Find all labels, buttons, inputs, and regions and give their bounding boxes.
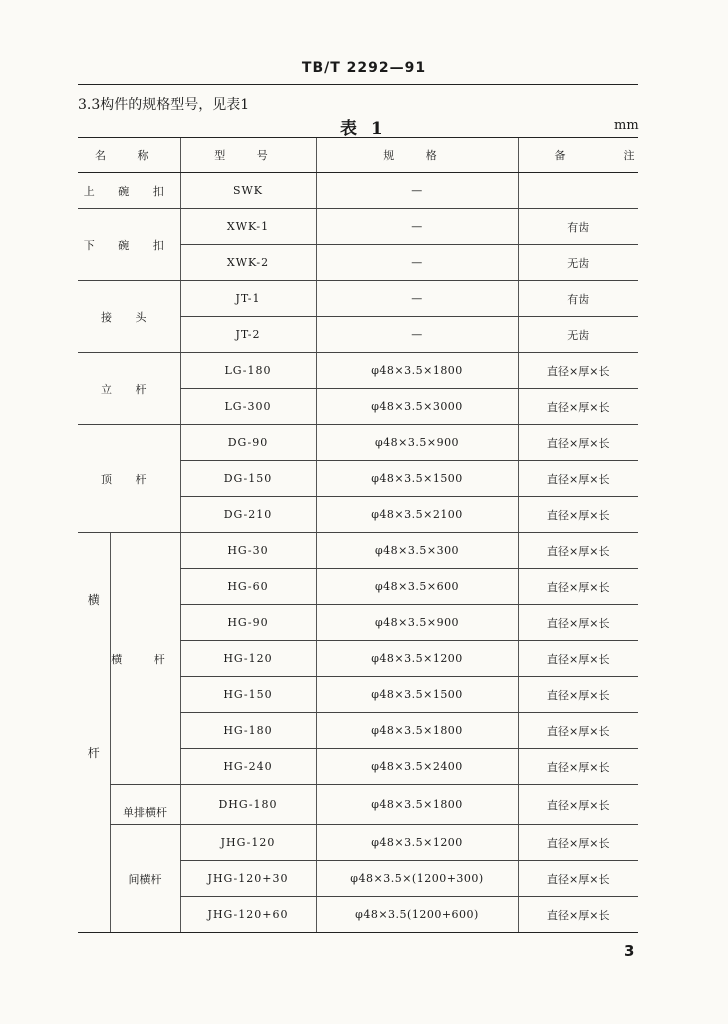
table-row bbox=[78, 353, 638, 389]
note-cell: 直径×厚×长 bbox=[518, 825, 638, 861]
spec-cell: φ48×3.5×3000 bbox=[316, 389, 518, 425]
group-top-rod: 顶 杆 bbox=[78, 425, 180, 533]
spec-cell: φ48×3.5×1500 bbox=[316, 461, 518, 497]
col-header-note bbox=[518, 138, 638, 173]
table-row bbox=[78, 785, 638, 825]
note-cell: 直径×厚×长 bbox=[518, 389, 638, 425]
note-cell: 直径×厚×长 bbox=[518, 861, 638, 897]
type-cell: XWK-1 bbox=[180, 209, 316, 245]
type-cell: JHG-120+60 bbox=[180, 897, 316, 933]
spec-cell: φ48×3.5×300 bbox=[316, 533, 518, 569]
spec-cell: — bbox=[316, 209, 518, 245]
type-cell: DG-90 bbox=[180, 425, 316, 461]
type-cell: JHG-120 bbox=[180, 825, 316, 861]
spec-cell: φ48×3.5×(1200+300) bbox=[316, 861, 518, 897]
type-cell: HG-60 bbox=[180, 569, 316, 605]
note-cell: 直径×厚×长 bbox=[518, 897, 638, 933]
type-cell: SWK bbox=[180, 173, 316, 209]
note-cell: 直径×厚×长 bbox=[518, 569, 638, 605]
group-joint: 接 头 bbox=[78, 281, 180, 353]
spec-cell: φ48×3.5×900 bbox=[316, 605, 518, 641]
spec-cell: φ48×3.5×1200 bbox=[316, 641, 518, 677]
table-header-row bbox=[78, 138, 638, 173]
note-cell: 直径×厚×长 bbox=[518, 353, 638, 389]
type-cell: DG-150 bbox=[180, 461, 316, 497]
spec-cell: — bbox=[316, 173, 518, 209]
spec-cell: φ48×3.5×1200 bbox=[316, 825, 518, 861]
table-row bbox=[78, 209, 638, 245]
unit-label: mm bbox=[614, 118, 639, 133]
table-row bbox=[78, 173, 638, 209]
col-header-note-b: 注 bbox=[623, 149, 635, 162]
spec-cell: φ48×3.5×2100 bbox=[316, 497, 518, 533]
type-cell: XWK-2 bbox=[180, 245, 316, 281]
type-cell: JT-1 bbox=[180, 281, 316, 317]
type-cell: DG-210 bbox=[180, 497, 316, 533]
type-cell: HG-240 bbox=[180, 749, 316, 785]
header-rule bbox=[78, 84, 638, 85]
table-row bbox=[78, 533, 638, 569]
type-cell: JHG-120+30 bbox=[180, 861, 316, 897]
type-cell: HG-180 bbox=[180, 713, 316, 749]
type-cell: JT-2 bbox=[180, 317, 316, 353]
type-cell: DHG-180 bbox=[180, 785, 316, 825]
group-hg: 横 杆 bbox=[110, 533, 180, 785]
component-spec-table bbox=[78, 137, 638, 933]
col-header-spec: 规 格 bbox=[316, 138, 518, 173]
col-header-note-a: 备 bbox=[554, 149, 566, 162]
col-header-name: 名 称 bbox=[78, 138, 180, 173]
table-row bbox=[78, 425, 638, 461]
standard-header: TB/T 2292—91 bbox=[301, 60, 427, 76]
note-cell: 有齿 bbox=[518, 281, 638, 317]
note-cell: 直径×厚×长 bbox=[518, 713, 638, 749]
spec-cell: φ48×3.5×2400 bbox=[316, 749, 518, 785]
col-header-type: 型 号 bbox=[180, 138, 316, 173]
spec-cell: — bbox=[316, 281, 518, 317]
group-horizontal-char2: 杆 bbox=[87, 746, 100, 760]
section-title: 3.3构件的规格型号，见表1 bbox=[78, 97, 250, 113]
note-cell: 直径×厚×长 bbox=[518, 533, 638, 569]
note-cell bbox=[518, 173, 638, 209]
group-bottom-bowl: 下 碗 扣 bbox=[78, 209, 180, 281]
type-cell: HG-90 bbox=[180, 605, 316, 641]
note-cell: 无齿 bbox=[518, 245, 638, 281]
spec-cell: φ48×3.5×900 bbox=[316, 425, 518, 461]
spec-cell: φ48×3.5(1200+600) bbox=[316, 897, 518, 933]
type-cell: LG-300 bbox=[180, 389, 316, 425]
note-cell: 直径×厚×长 bbox=[518, 605, 638, 641]
group-horizontal-char1: 横 bbox=[87, 593, 100, 607]
type-cell: HG-150 bbox=[180, 677, 316, 713]
group-upright: 立 杆 bbox=[78, 353, 180, 425]
group-single: 单排横杆 bbox=[110, 785, 180, 825]
spec-cell: φ48×3.5×600 bbox=[316, 569, 518, 605]
note-cell: 直径×厚×长 bbox=[518, 785, 638, 825]
spec-cell: φ48×3.5×1500 bbox=[316, 677, 518, 713]
note-cell: 直径×厚×长 bbox=[518, 677, 638, 713]
spec-cell: φ48×3.5×1800 bbox=[316, 713, 518, 749]
note-cell: 无齿 bbox=[518, 317, 638, 353]
note-cell: 直径×厚×长 bbox=[518, 749, 638, 785]
table-row bbox=[78, 281, 638, 317]
note-cell: 直径×厚×长 bbox=[518, 641, 638, 677]
note-cell: 有齿 bbox=[518, 209, 638, 245]
note-cell: 直径×厚×长 bbox=[518, 461, 638, 497]
type-cell: HG-30 bbox=[180, 533, 316, 569]
spec-cell: φ48×3.5×1800 bbox=[316, 785, 518, 825]
group-horizontal bbox=[78, 533, 110, 933]
spec-cell: — bbox=[316, 245, 518, 281]
spec-cell: — bbox=[316, 317, 518, 353]
spec-cell: φ48×3.5×1800 bbox=[316, 353, 518, 389]
page-number: 3 bbox=[624, 942, 635, 960]
note-cell: 直径×厚×长 bbox=[518, 425, 638, 461]
table-row bbox=[78, 825, 638, 861]
type-cell: HG-120 bbox=[180, 641, 316, 677]
group-gap: 间横杆 bbox=[110, 825, 180, 933]
group-top-bowl: 上 碗 扣 bbox=[78, 173, 180, 209]
table-caption: 表 1 bbox=[340, 119, 387, 139]
note-cell: 直径×厚×长 bbox=[518, 497, 638, 533]
type-cell: LG-180 bbox=[180, 353, 316, 389]
